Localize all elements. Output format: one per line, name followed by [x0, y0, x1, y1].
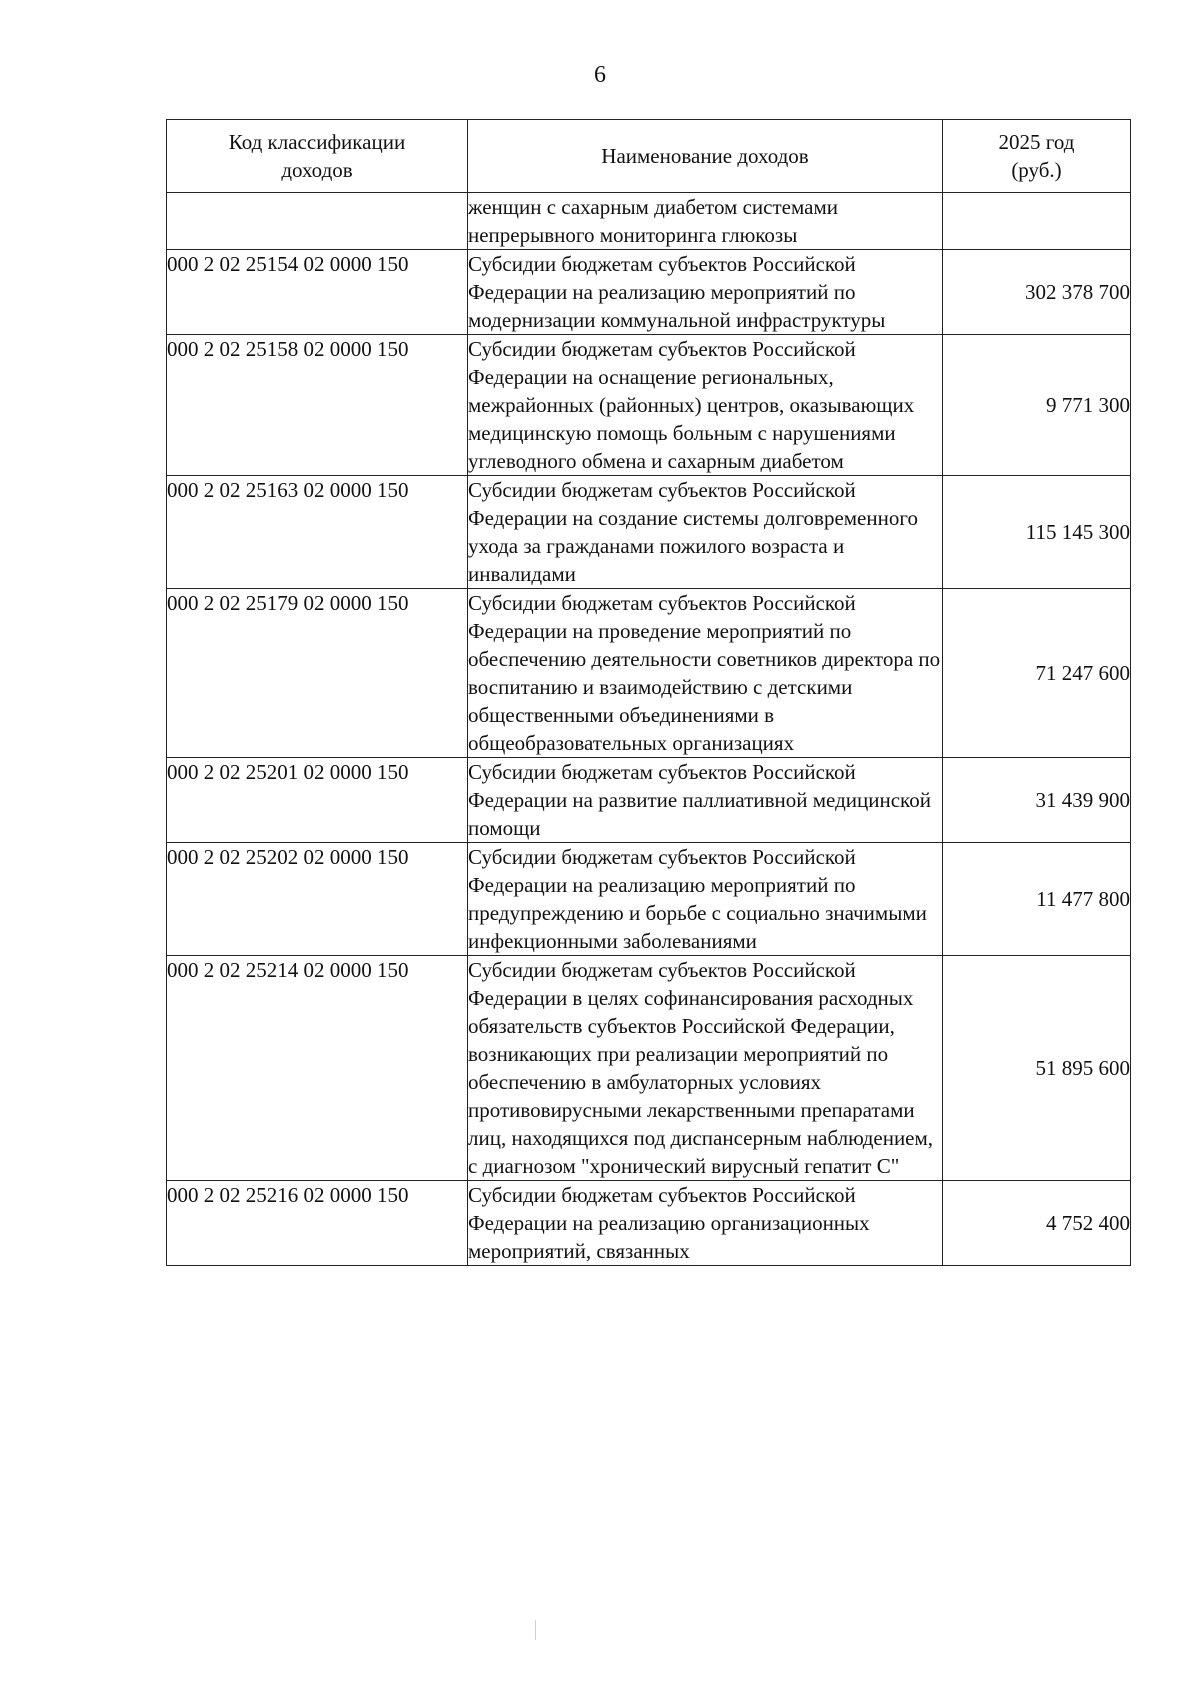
row-amount: 302 378 700	[943, 250, 1131, 335]
row-amount: 51 895 600	[943, 956, 1131, 1181]
row-name: женщин с сахарным диабетом системами непрерывного мониторинга глюкозы	[468, 193, 943, 250]
header-row	[167, 120, 1131, 193]
row-code: 000 2 02 25214 02 0000 150	[167, 956, 468, 1181]
table-row	[167, 589, 1131, 758]
row-code: 000 2 02 25202 02 0000 150	[167, 843, 468, 956]
header-code-line-1: Код классификации	[228, 130, 406, 154]
header-name	[468, 120, 943, 193]
header-code-line-2: доходов	[281, 158, 353, 182]
row-name: Субсидии бюджетам субъектов Российской Федерации в целях софинансирования расходных обязательств субъектов Российской Федерации, возникающих при реализации мероприятий по обеспечению в амбулаторных условиях противовирусными лекарственными препаратами лиц, находящихся под диспансерным наблюдением, с диагнозом "хронический вирусный гепатит С"	[468, 956, 943, 1181]
table-row	[167, 843, 1131, 956]
row-amount: 71 247 600	[943, 589, 1131, 758]
table-row	[167, 476, 1131, 589]
income-table	[166, 119, 1131, 1266]
header-name-line-1: Наименование доходов	[601, 144, 809, 168]
table-body	[167, 193, 1131, 1266]
page-number: 6	[594, 62, 606, 88]
table-row	[167, 758, 1131, 843]
header-amount-line-2: (руб.)	[1011, 158, 1062, 182]
header-amount-line-1: 2025 год	[998, 130, 1075, 154]
row-code: 000 2 02 25179 02 0000 150	[167, 589, 468, 758]
row-name: Субсидии бюджетам субъектов Российской Федерации на оснащение региональных, межрайонных (районных) центров, оказывающих медицинскую помощь больным с нарушениями углеводного обмена и сахарным диабетом	[468, 335, 943, 476]
row-amount: 9 771 300	[943, 335, 1131, 476]
header-code	[167, 120, 468, 193]
row-name: Субсидии бюджетам субъектов Российской Федерации на создание системы долговременного ухода за гражданами пожилого возраста и инвалидами	[468, 476, 943, 589]
row-name: Субсидии бюджетам субъектов Российской Федерации на реализацию мероприятий по модернизации коммунальной инфраструктуры	[468, 250, 943, 335]
row-amount: 11 477 800	[943, 843, 1131, 956]
row-code: 000 2 02 25154 02 0000 150	[167, 250, 468, 335]
row-name: Субсидии бюджетам субъектов Российской Федерации на реализацию мероприятий по предупреждению и борьбе с социально значимыми инфекционными заболеваниями	[468, 843, 943, 956]
row-name: Субсидии бюджетам субъектов Российской Федерации на реализацию организационных мероприятий, связанных	[468, 1181, 943, 1266]
row-name: Субсидии бюджетам субъектов Российской Федерации на развитие паллиативной медицинской помощи	[468, 758, 943, 843]
row-code: 000 2 02 25216 02 0000 150	[167, 1181, 468, 1266]
table-row	[167, 250, 1131, 335]
table-row	[167, 335, 1131, 476]
row-amount: 115 145 300	[943, 476, 1131, 589]
row-code: 000 2 02 25158 02 0000 150	[167, 335, 468, 476]
header-amount	[943, 120, 1131, 193]
row-code: 000 2 02 25201 02 0000 150	[167, 758, 468, 843]
row-amount: 4 752 400	[943, 1181, 1131, 1266]
row-code	[167, 193, 468, 250]
row-amount: 31 439 900	[943, 758, 1131, 843]
table-row	[167, 956, 1131, 1181]
row-name: Субсидии бюджетам субъектов Российской Федерации на проведение мероприятий по обеспечению деятельности советников директора по воспитанию и взаимодействию с детскими общественными объединениями в общеобразовательных организациях	[468, 589, 943, 758]
table-row	[167, 193, 1131, 250]
table-header	[167, 120, 1131, 193]
scan-artifact-mark	[535, 1620, 536, 1640]
row-code: 000 2 02 25163 02 0000 150	[167, 476, 468, 589]
table-row	[167, 1181, 1131, 1266]
row-amount	[943, 193, 1131, 250]
